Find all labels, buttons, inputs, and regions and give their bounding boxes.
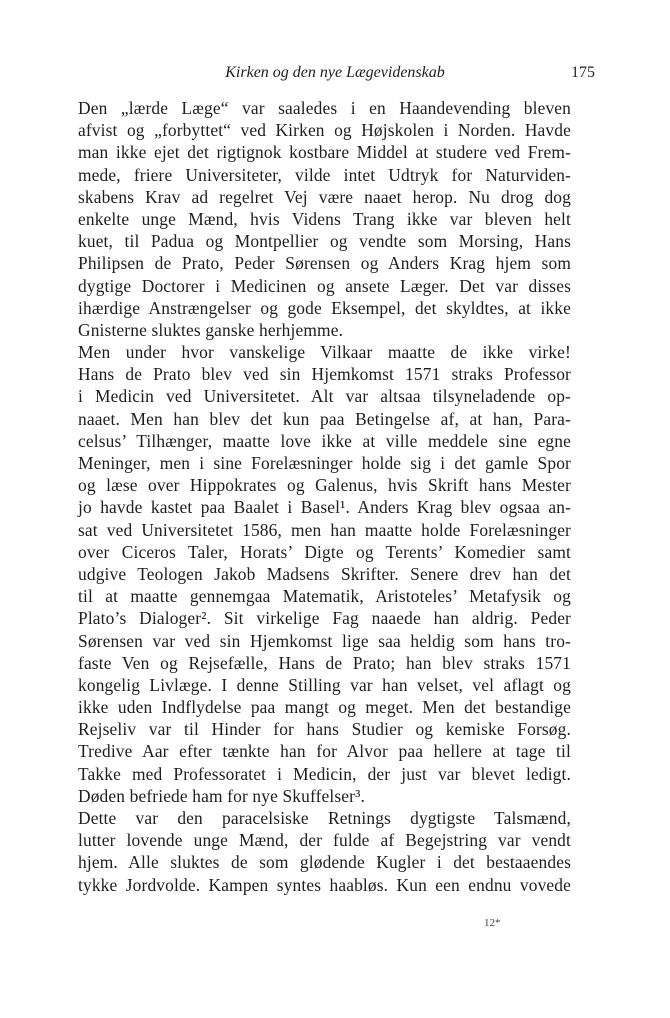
text-line: Hans de Prato blev ved sin Hjemkomst 1571 straks Professor xyxy=(78,364,571,385)
text-line: kuet, til Padua og Montpellier og vendte som Morsing, Hans xyxy=(78,231,571,252)
text-line: hjem. Alle sluktes de som glødende Kugler i det bestaaendes xyxy=(78,852,571,873)
text-line: Gnisterne sluktes ganske herhjemme. xyxy=(78,319,344,340)
running-header xyxy=(75,63,595,83)
text-line: mede, friere Universiteter, vilde intet Udtryk for Naturviden- xyxy=(78,164,571,185)
text-line: ikke uden Indflydelse paa mangt og meget. Men det bestandige xyxy=(78,697,571,718)
text-line: Men under hvor vanskelige Vilkaar maatte de ikke virke! xyxy=(78,342,571,363)
text-line: Den „lærde Læge“ var saaledes i en Haandevending bleven xyxy=(78,98,571,118)
text-line: i Medicin ved Universitetet. Alt var altsaa tilsyneladende op- xyxy=(78,386,571,407)
text-line: og læse over Hippokrates og Galenus, hvis Skrift hans Mester xyxy=(78,475,571,496)
text-line: celsus’ Tilhænger, maatte love ikke at ville meddele sine egne xyxy=(78,430,571,451)
text-line: til at maatte gennemgaa Matematik, Aristoteles’ Metafysik og xyxy=(78,586,571,607)
text-line: Takke med Professoratet i Medicin, der just var blevet ledigt. xyxy=(78,763,571,784)
text-line: Philipsen de Prato, Peder Sørensen og Anders Krag hjem som xyxy=(78,253,571,274)
text-line: Meninger, men i sine Forelæsninger holde sig i det gamle Spor xyxy=(78,453,571,473)
text-line: Plato’s Dialoger². Sit virkelige Fag naaede han aldrig. Peder xyxy=(78,608,571,629)
text-line: kongelig Livlæge. I denne Stilling var han velset, vel aflagt og xyxy=(78,674,571,695)
text-line: naaet. Men han blev det kun paa Betingelse af, at han, Para- xyxy=(78,408,571,429)
text-line: ihærdige Anstrængelser og gode Eksempel, det skyldtes, at ikke xyxy=(78,297,571,318)
text-line: Rejseliv var til Hinder for hans Studier og kemiske Forsøg. xyxy=(78,719,571,740)
text-line: jo havde kastet paa Baalet i Basel¹. Anders Krag blev ogsaa an- xyxy=(78,497,571,518)
text-line: man ikke ejet det rigtignok kostbare Middel at studere ved Frem- xyxy=(78,142,571,163)
running-title: Kirken og den nye Lægevidenskab xyxy=(225,64,445,81)
text-line: Dette var den paracelsiske Retnings dygtigste Talsmænd, xyxy=(78,808,571,828)
text-line: dygtige Doctorer i Medicinen og ansete Læger. Det var disses xyxy=(78,275,571,296)
text-line: Døden befriede ham for nye Skuffelser³. xyxy=(78,785,365,806)
text-line: skabens Krav ad regelret Vej være naaet herop. Nu drog dog xyxy=(78,186,571,207)
text-line: sat ved Universitetet 1586, men han maatte holde Forelæsninger xyxy=(78,519,571,540)
page-number: 175 xyxy=(571,64,595,81)
text-line: over Ciceros Taler, Horats’ Digte og Terents’ Komedier samt xyxy=(78,541,571,562)
text-line: udgive Teologen Jakob Madsens Skrifter. Senere drev han det xyxy=(78,563,571,584)
text-line: Sørensen var ved sin Hjemkomst lige saa heldig som hans tro- xyxy=(78,630,571,651)
text-line: enkelte unge Mænd, hvis Videns Trang ikke var bleven helt xyxy=(78,208,571,229)
text-line: lutter lovende unge Mænd, der fulde af Begejstring var vendt xyxy=(78,830,571,851)
text-line: faste Ven og Rejsefælle, Hans de Prato; han blev straks 1571 xyxy=(78,652,571,673)
signature-mark: 12* xyxy=(484,917,501,929)
body-text xyxy=(78,97,571,896)
text-line: tykke Jordvolde. Kampen syntes haabløs. Kun een endnu vovede xyxy=(78,874,571,895)
text-line: Tredive Aar efter tænkte han for Alvor paa hellere at tage til xyxy=(78,741,571,762)
text-line: afvist og „forbyttet“ ved Kirken og Højskolen i Norden. Havde xyxy=(78,120,571,141)
